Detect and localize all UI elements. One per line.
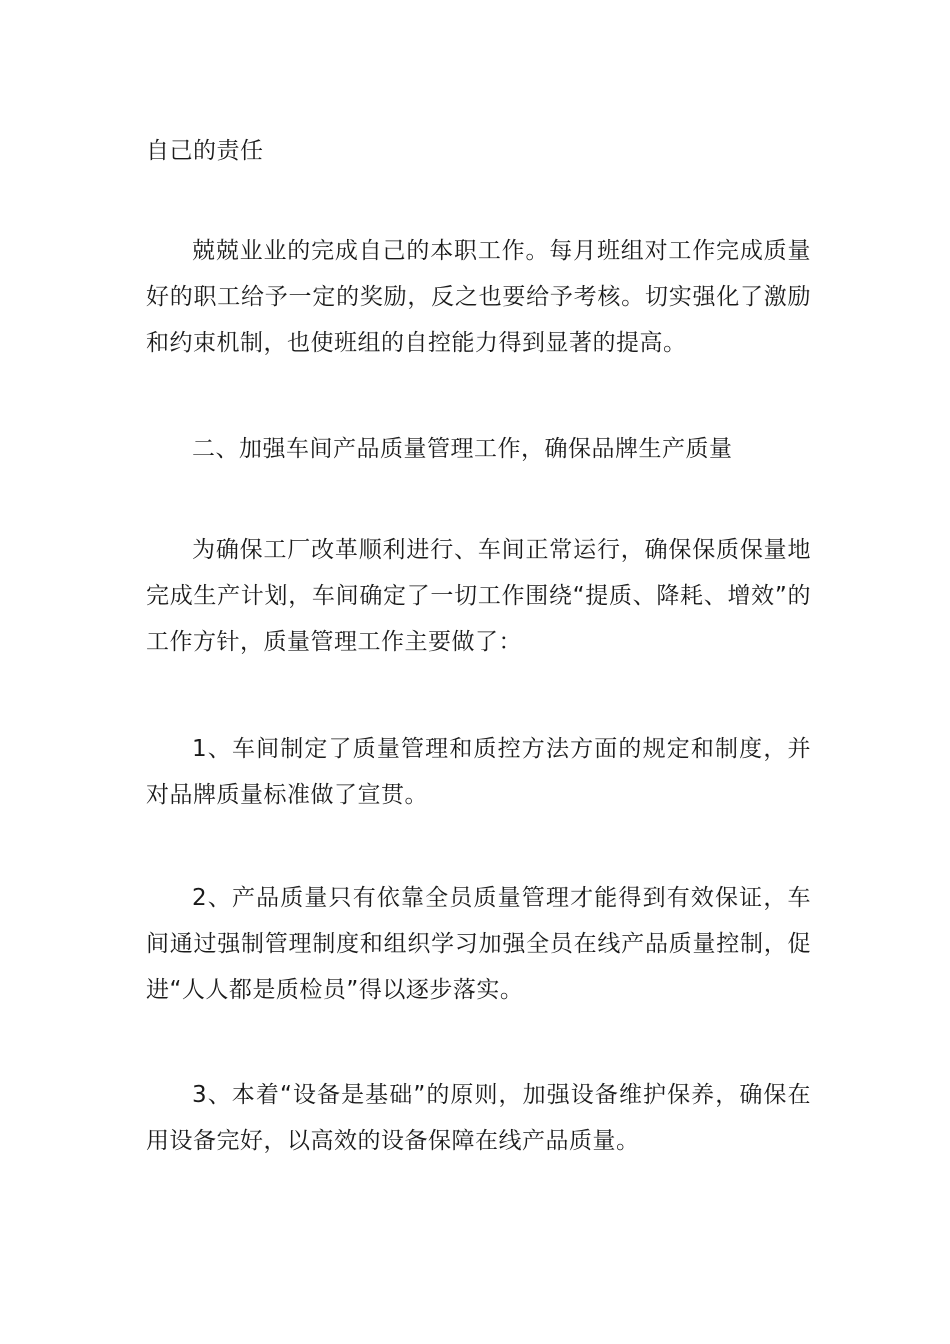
paragraph-continuation: 自己的责任 <box>146 138 264 164</box>
list-item-2: 2、产品质量只有依靠全员质量管理才能得到有效保证，车间通过强制管理制度和组织学习加强全员在线产品质量控制，促进“人人都是质检员”得以逐步落实。 <box>146 885 811 1003</box>
paragraph-team-duties: 兢兢业业的完成自己的本职工作。每月班组对工作完成质量好的职工给予一定的奖励，反之也要给予考核。切实强化了激励和约束机制，也使班组的自控能力得到显著的提高。 <box>146 238 811 356</box>
section-heading-quality-management: 二、加强车间产品质量管理工作，确保品牌生产质量 <box>192 436 733 462</box>
list-item-3: 3、本着“设备是基础”的原则，加强设备维护保养，确保在用设备完好，以高效的设备保障在线产品质量。 <box>146 1082 811 1154</box>
list-item-1: 1、车间制定了质量管理和质控方法方面的规定和制度，并对品牌质量标准做了宣贯。 <box>146 736 811 808</box>
paragraph-quality-policy: 为确保工厂改革顺利进行、车间正常运行，确保保质保量地完成生产计划，车间确定了一切工作围绕“提质、降耗、增效”的工作方针，质量管理工作主要做了： <box>146 537 811 655</box>
